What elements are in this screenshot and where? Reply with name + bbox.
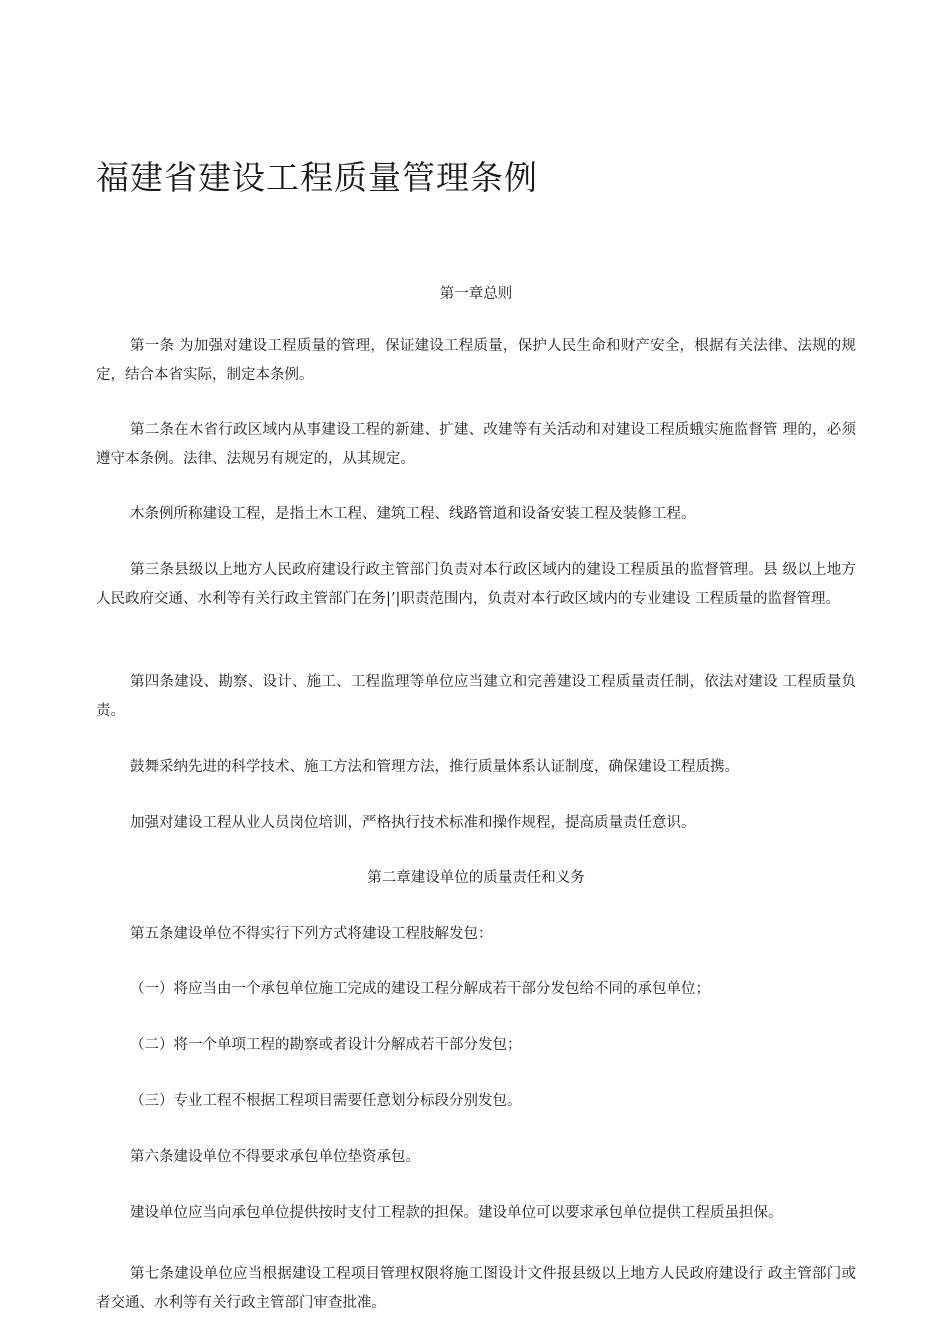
document-title: 福建省建设工程质量管理条例	[96, 158, 538, 197]
chapter-heading-2: 第二章建设单位的质量责任和义务	[367, 870, 585, 886]
chapter-heading-1: 第一章总则	[439, 286, 513, 302]
article-2-paragraph-2: 木条例所称建设工程，是指土木工程、建筑工程、线路管道和设备安装工程及装修工程。	[130, 506, 696, 522]
article-7: 第七条建设单位应当根据建设工程项目管理权限将施工图设计文件报县级以上地方人民政府建设行 政主管部门或者交通、水利等有关行政主管部门审查批准。	[96, 1266, 856, 1311]
article-6: 第六条建设单位不得要求承包单位垫资承包。	[130, 1149, 420, 1165]
article-3: 第三条县级以上地方人民政府建设行政主管部门负责对本行政区域内的建设工程质虽的监督管理。县 级以上地方人民政府交通、水利等有关行政主管部门在务|’|职责范围内，负责对本行政区域内的专业建设 工程质量的监督管理。	[96, 562, 856, 607]
article-5-item-2: （二）将一个单项工程的勘察或者设计分解成若干部分发包；	[130, 1037, 522, 1053]
article-5-item-1: （一）将应当由一个承包单位施工完成的建设工程分解成若干部分发包给不同的承包单位；	[130, 981, 710, 997]
article-4-paragraph-2: 鼓舞采纳先进的科学技术、施工方法和管理方法，推行质量体系认证制度，确保建设工程质携。	[130, 759, 739, 775]
article-4: 第四条建设、勘察、设计、施工、工程监理等单位应当建立和完善建设工程质量责任制，依法对建设 工程质量负责。	[96, 674, 856, 719]
article-6-paragraph-2: 建设单位应当向承包单位提供按时支付工程款的担保。建设单位可以要求承包单位提供工程质虽担保。	[130, 1205, 783, 1221]
article-5-item-3: （三）专业工程不根据工程项目需要任意划分标段分别发包。	[130, 1093, 522, 1109]
article-2: 第二条在木省行政区域内从事建设工程的新建、扩建、改建等有关活动和对建设工程质蛾实施监督管 理的，必须遵守本条例。法律、法规另有规定的，从其规定。	[96, 422, 856, 467]
article-5: 第五条建设单位不得实行下列方式将建设工程肢解发包：	[130, 926, 493, 942]
article-4-paragraph-3: 加强对建设工程从业人员岗位培训，严格执行技术标准和操作规程，提高质量责任意识。	[130, 815, 696, 831]
article-1: 第一条 为加强对建设工程质量的管理，保证建设工程质量，保护人民生命和财产安全，根据有关法律、法规的规定，结合本省实际，制定本条例。	[96, 338, 856, 383]
